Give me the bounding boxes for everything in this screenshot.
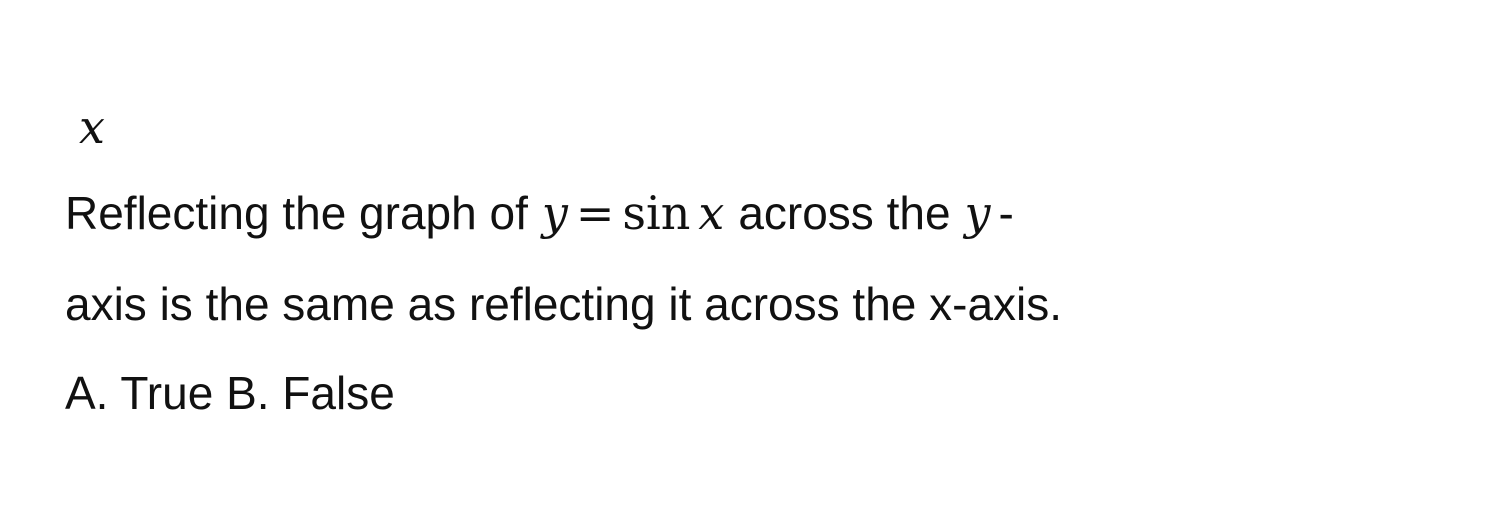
axis-variable-y: y <box>964 186 991 240</box>
question-line-2: axis is the same as reflecting it across the x-axis. <box>65 278 1063 330</box>
question-line-1 <box>65 178 1014 248</box>
answer-options: A. True B. False <box>65 367 395 419</box>
question-text-start: Reflecting the graph of <box>65 187 528 239</box>
question-text-middle: across the <box>738 187 951 239</box>
equation <box>542 186 724 240</box>
hyphen: - <box>998 187 1014 239</box>
variable-x: x <box>79 100 105 154</box>
equation-equals: = <box>575 186 615 240</box>
equation-x: x <box>698 186 725 240</box>
equation-y: y <box>541 186 568 240</box>
equation-sin: sin <box>622 186 691 240</box>
variable-label <box>79 92 105 162</box>
